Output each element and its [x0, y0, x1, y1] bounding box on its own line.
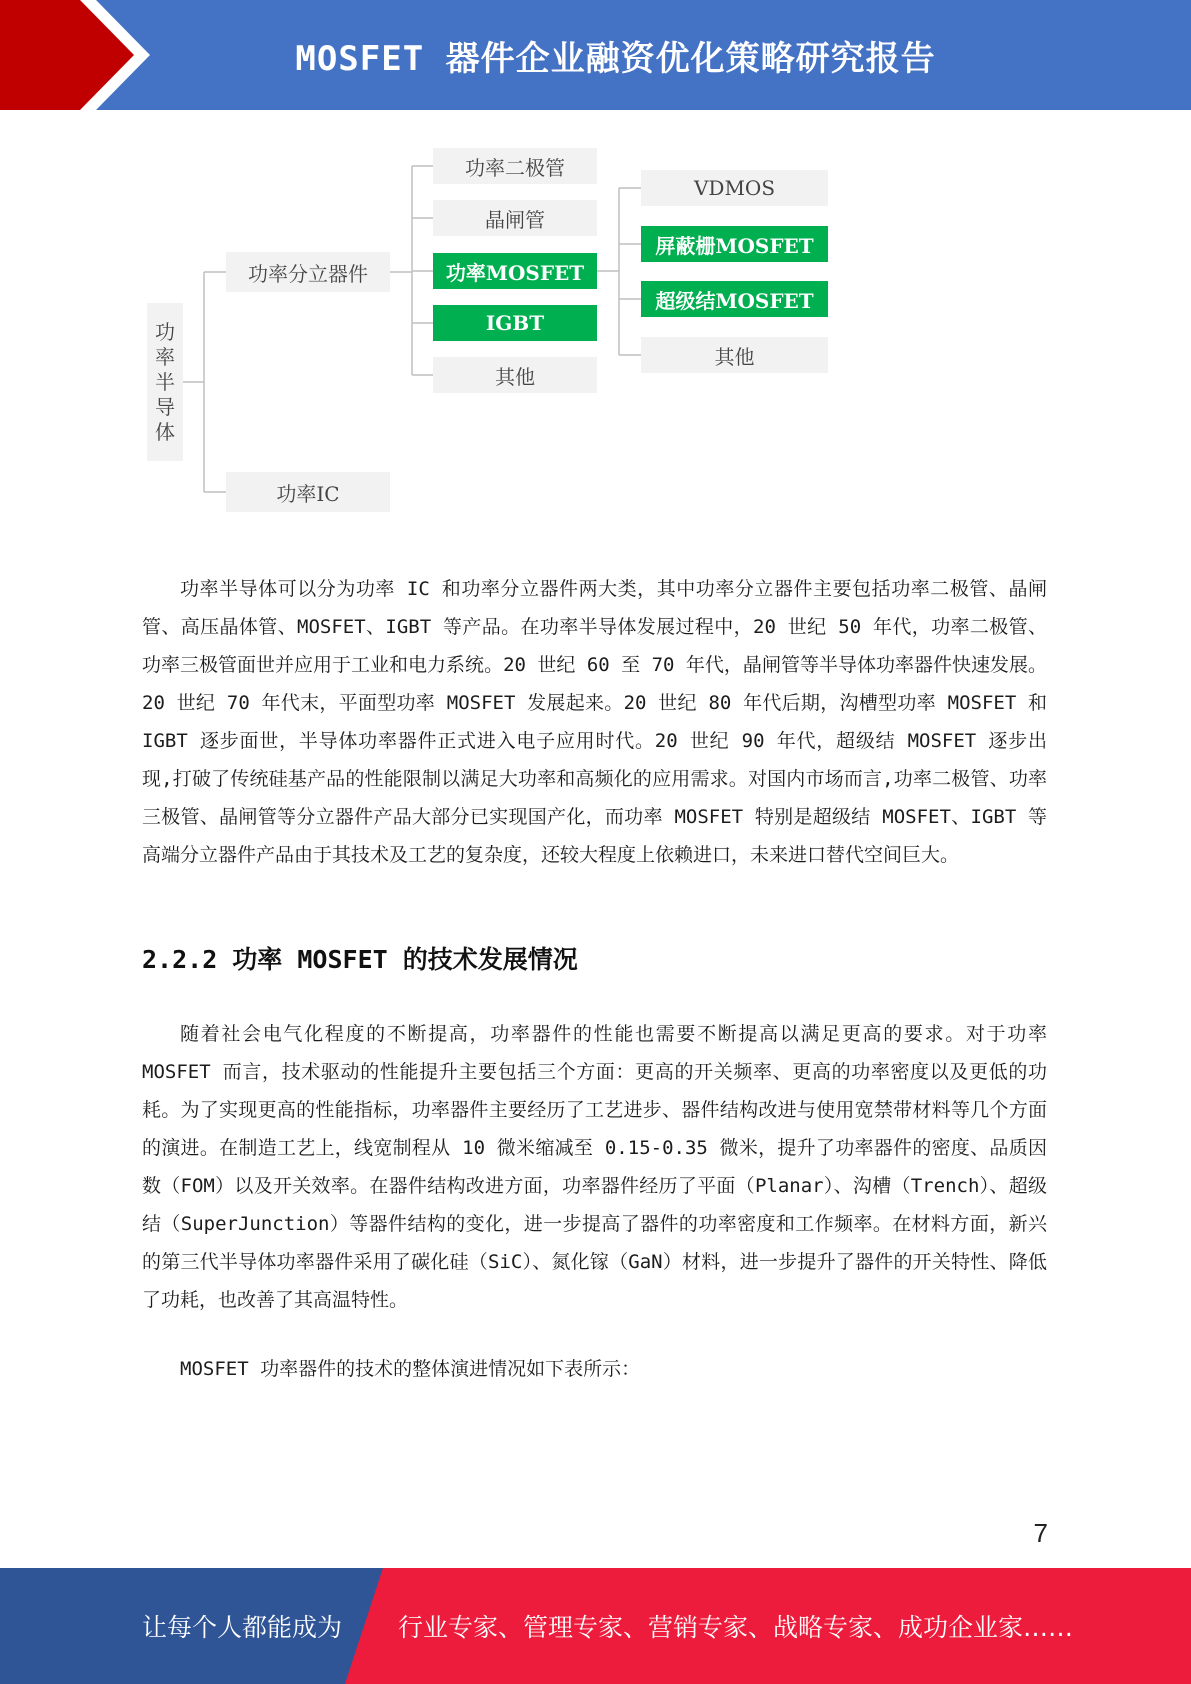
page-number: 7	[1033, 1518, 1048, 1548]
root-node-power-semiconductor	[147, 303, 183, 461]
node-power-discrete-devices: 功率分立器件	[226, 252, 390, 292]
root-char: 率	[155, 344, 175, 369]
root-char: 体	[155, 419, 175, 444]
node-shielded-gate-mosfet: 屏蔽栅MOSFET	[641, 226, 828, 262]
footer-slogan-right: 行业专家、管理专家、营销专家、战略专家、成功企业家……	[398, 1613, 1074, 1642]
paragraph-mosfet-technology: 随着社会电气化程度的不断提高，功率器件的性能也需要不断提高以满足更高的要求。对于功率 MOSFET 而言，技术驱动的性能提升主要包括三个方面：更高的开关频率、更高的功率密度以及更低的功耗。为了实现更高的性能指标，功率器件主要经历了工艺进步、器件结构改进与使用宽禁带材料等几个方面的演进。在制造工艺上，线宽制程从 10 微米缩减至 0.15-0.35 微米，提升了功率器件的密度、品质因数（FOM）以及开关效率。在器件结构改进方面，功率器件经历了平面（Planar）、沟槽（Trench）、超级结（SuperJunction）等器件结构的变化，进一步提高了器件的功率密度和工作频率。在材料方面，新兴的第三代半导体功率器件采用了碳化硅（SiC）、氮化镓（GaN）材料，进一步提升了器件的开关特性、降低了功耗，也改善了其高温特性。	[142, 1023, 1047, 1311]
root-char: 功	[155, 319, 175, 344]
node-other-discrete: 其他	[433, 357, 597, 393]
node-power-mosfet: 功率MOSFET	[433, 253, 597, 289]
root-char: 半	[155, 369, 175, 394]
paragraph-table-intro: MOSFET 功率器件的技术的整体演进情况如下表所示：	[180, 1358, 641, 1380]
page-footer	[0, 1568, 1191, 1684]
node-vdmos: VDMOS	[641, 170, 828, 206]
paragraph-power-semiconductor-overview: 功率半导体可以分为功率 IC 和功率分立器件两大类，其中功率分立器件主要包括功率二极管、晶闸管、高压晶体管、MOSFET、IGBT 等产品。在功率半导体发展过程中，20 世纪 50 年代，功率二极管、功率三极管面世并应用于工业和电力系统。20 世纪 60 至 70 年代，晶闸管等半导体功率器件快速发展。20 世纪 70 年代末，平面型功率 MOSFET 发展起来。20 世纪 80 年代后期，沟槽型功率 MOSFET 和 IGBT 逐步面世，半导体功率器件正式进入电子应用时代。20 世纪 90 年代，超级结 MOSFET 逐步出现,打破了传统硅基产品的性能限制以满足大功率和高频化的应用需求。对国内市场而言,功率二极管、功率三极管、晶闸管等分立器件产品大部分已实现国产化，而功率 MOSFET 特别是超级结 MOSFET、IGBT 等高端分立器件产品由于其技术及工艺的复杂度，还较大程度上依赖进口，未来进口替代空间巨大。	[142, 578, 1047, 866]
footer-slogan-left: 让每个人都能成为	[142, 1613, 343, 1642]
root-char: 导	[155, 394, 175, 419]
node-thyristor: 晶闸管	[433, 200, 597, 236]
node-power-diode: 功率二极管	[433, 148, 597, 184]
report-title: MOSFET 器件企业融资优化策略研究报告	[295, 38, 936, 79]
page-header	[0, 0, 1191, 110]
node-super-junction-mosfet: 超级结MOSFET	[641, 281, 828, 317]
node-power-ic: 功率IC	[226, 472, 390, 512]
power-semiconductor-classification-diagram	[0, 130, 1191, 520]
node-other-mosfet: 其他	[641, 337, 828, 373]
section-heading: 2.2.2 功率 MOSFET 的技术发展情况	[142, 945, 578, 974]
node-igbt: IGBT	[433, 305, 597, 341]
